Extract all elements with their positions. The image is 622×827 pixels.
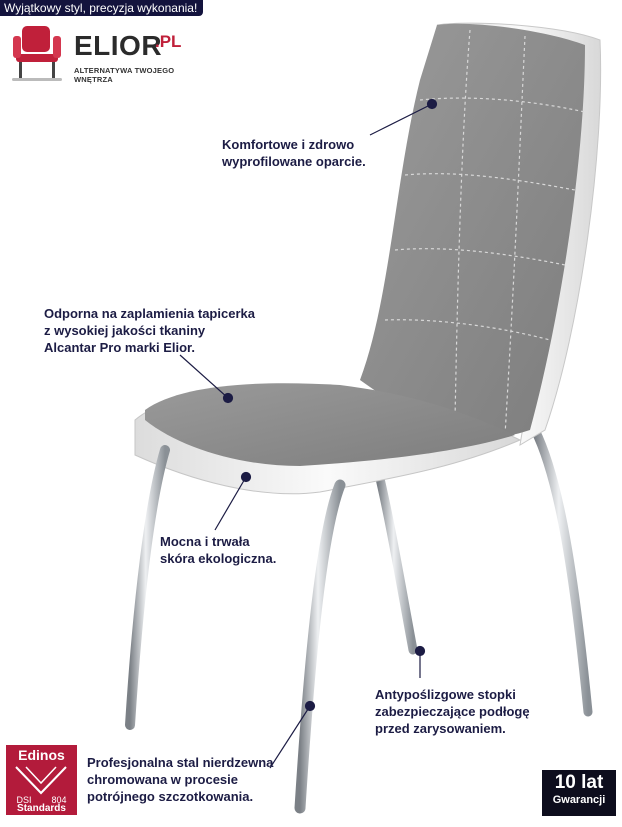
edinos-badge: [6, 745, 77, 815]
edinos-check-icon: [6, 763, 77, 797]
callout-line: przed zarysowaniem.: [375, 721, 506, 736]
callout-line: Odporna na zaplamienia tapicerka: [44, 306, 255, 321]
callout-steel: [87, 754, 273, 805]
callout-line: Mocna i trwała: [160, 534, 250, 549]
callout-line: Antypoślizgowe stopki: [375, 687, 516, 702]
callout-feet: [375, 686, 530, 737]
edinos-number: 804: [51, 795, 67, 805]
logo-domain: .PL: [155, 32, 182, 51]
callout-line: Alcantar Pro marki Elior.: [44, 340, 196, 355]
warranty-years: 10 lat: [554, 772, 604, 793]
callout-line: z wysokiej jakości tkaniny: [44, 323, 206, 338]
warranty-label: Gwarancji: [552, 794, 606, 806]
front-left-leg: [130, 450, 165, 725]
callout-line: wyprofilowane oparcie.: [222, 154, 366, 169]
warranty-badge: [542, 770, 616, 816]
banner-text: Wyjątkowy styl, precyzja wykonania!: [4, 1, 198, 15]
callout-leather: [160, 533, 276, 567]
back-right-leg: [535, 430, 588, 712]
logo-tagline: ALTERNATYWA TWOJEGO WNĘTRZA: [74, 66, 175, 84]
logo-wordmark: ELIOR: [74, 30, 163, 61]
callout-upholstery: [44, 305, 255, 356]
callout-line: Profesjonalna stal nierdzewna: [87, 755, 274, 770]
front-right-leg: [300, 485, 340, 808]
callout-line: chromowana w procesie: [87, 772, 238, 787]
callout-line: Komfortowe i zdrowo: [222, 137, 355, 152]
callout-line: zabezpieczające podłogę: [375, 704, 530, 719]
edinos-standards: Standards: [17, 803, 66, 814]
edinos-title: Edinos: [18, 747, 65, 763]
callout-backrest: [222, 136, 366, 170]
edinos-dsi: DSI: [16, 795, 32, 805]
callout-line: skóra ekologiczna.: [160, 551, 277, 566]
back-left-leg: [378, 470, 413, 650]
callout-line: potrójnego szczotkowania.: [87, 789, 254, 804]
